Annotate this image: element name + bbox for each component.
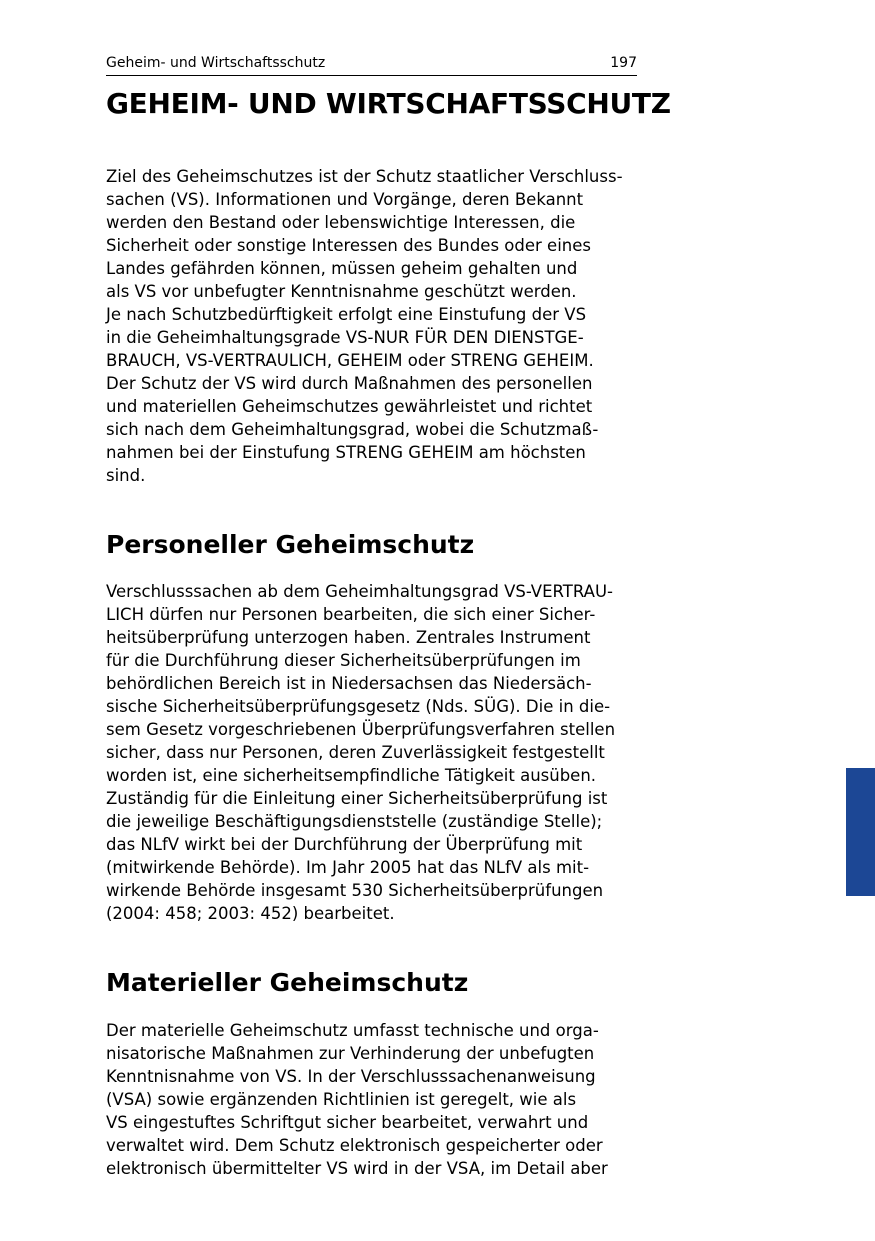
- text-line: worden ist, eine sicherheitsempfindliche Tätigkeit ausüben.: [106, 766, 597, 785]
- text-line: Kenntnisnahme von VS. In der Verschlusssachenanweisung: [106, 1067, 596, 1086]
- running-header-section: Geheim- und Wirtschaftsschutz: [106, 55, 326, 71]
- text-line: nisatorische Maßnahmen zur Verhinderung der unbefugten: [106, 1044, 595, 1063]
- text-line: behördlichen Bereich ist in Niedersachsen das Niedersäch-: [106, 674, 592, 693]
- text-line: verwaltet wird. Dem Schutz elektronisch gespeicherter oder: [106, 1136, 603, 1155]
- text-line: (mitwirkende Behörde). Im Jahr 2005 hat das NLfV als mit-: [106, 858, 590, 877]
- text-line: Zuständig für die Einleitung einer Sicherheitsüberprüfung ist: [106, 789, 608, 808]
- text-line: elektronisch übermittelter VS wird in der VSA, im Detail aber: [106, 1159, 608, 1178]
- text-line: für die Durchführung dieser Sicherheitsüberprüfungen im: [106, 651, 581, 670]
- text-line: sische Sicherheitsüberprüfungsgesetz (Nds. SÜG). Die in die-: [106, 697, 611, 716]
- text-line: sicher, dass nur Personen, deren Zuverlässigkeit festgestellt: [106, 743, 605, 762]
- heading-materieller-geheimschutz: Materieller Geheimschutz: [106, 968, 469, 997]
- heading-personeller-geheimschutz: Personeller Geheimschutz: [106, 530, 475, 559]
- text-line: wirkende Behörde insgesamt 530 Sicherheitsüberprüfungen: [106, 881, 604, 900]
- text-line: Der materielle Geheimschutz umfasst technische und orga-: [106, 1021, 599, 1040]
- intro-paragraph: [106, 165, 623, 487]
- text-line: und materiellen Geheimschutzes gewährleistet und richtet: [106, 397, 593, 416]
- text-line: sem Gesetz vorgeschriebenen Überprüfungsverfahren stellen: [106, 720, 616, 739]
- text-line: Der Schutz der VS wird durch Maßnahmen des personellen: [106, 374, 593, 393]
- text-line: LICH dürfen nur Personen bearbeiten, die sich einer Sicher-: [106, 605, 596, 624]
- running-header: [106, 53, 637, 76]
- text-line: in die Geheimhaltungsgrade VS-NUR FÜR DEN DIENSTGE-: [106, 328, 584, 347]
- materiell-paragraph: [106, 1019, 608, 1180]
- text-line: sich nach dem Geheimhaltungsgrad, wobei die Schutzmaß-: [106, 420, 599, 439]
- text-line: Verschlusssachen ab dem Geheimhaltungsgrad VS-VERTRAU-: [106, 582, 613, 601]
- text-line: Landes gefährden können, müssen geheim gehalten und: [106, 259, 578, 278]
- text-line: als VS vor unbefugter Kenntnisnahme geschützt werden.: [106, 282, 577, 301]
- text-line: sachen (VS). Informationen und Vorgänge, deren Bekannt: [106, 190, 584, 209]
- text-line: Ziel des Geheimschutzes ist der Schutz staatlicher Verschluss-: [106, 167, 623, 186]
- text-line: Je nach Schutzbedürftigkeit erfolgt eine Einstufung der VS: [106, 305, 587, 324]
- text-line: sind.: [106, 466, 146, 485]
- text-line: das NLfV wirkt bei der Durchführung der Überprüfung mit: [106, 835, 583, 854]
- text-line: werden den Bestand oder lebenswichtige Interessen, die: [106, 213, 576, 232]
- page-number: 197: [610, 55, 637, 71]
- text-line: Sicherheit oder sonstige Interessen des Bundes oder eines: [106, 236, 591, 255]
- text-line: BRAUCH, VS-VERTRAULICH, GEHEIM oder STRENG GEHEIM.: [106, 351, 594, 370]
- text-line: (2004: 458; 2003: 452) bearbeitet.: [106, 904, 395, 923]
- text-line: die jeweilige Beschäftigungsdienststelle (zuständige Stelle);: [106, 812, 603, 831]
- personell-paragraph: [106, 580, 615, 925]
- text-line: heitsüberprüfung unterzogen haben. Zentrales Instrument: [106, 628, 591, 647]
- chapter-edge-tab: [846, 768, 875, 896]
- text-line: (VSA) sowie ergänzenden Richtlinien ist geregelt, wie als: [106, 1090, 577, 1109]
- page-title: GEHEIM- UND WIRTSCHAFTSSCHUTZ: [106, 87, 671, 120]
- text-line: VS eingestuftes Schriftgut sicher bearbeitet, verwahrt und: [106, 1113, 589, 1132]
- text-line: nahmen bei der Einstufung STRENG GEHEIM am höchsten: [106, 443, 586, 462]
